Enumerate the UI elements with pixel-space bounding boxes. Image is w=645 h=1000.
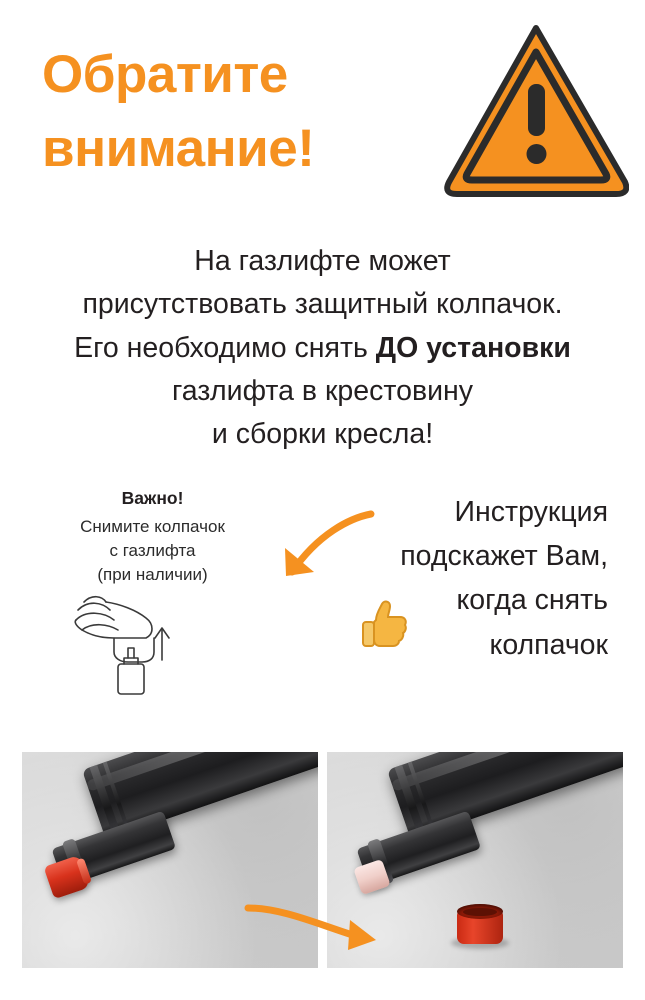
removed-red-cap (457, 904, 503, 944)
instruction-line-2: подскажет Вам, (400, 540, 608, 573)
lead-paragraph (0, 240, 645, 457)
arrow-right-icon (244, 902, 394, 954)
instruction-line-1: Инструкция (454, 496, 608, 528)
important-note-title: Важно! (121, 488, 184, 508)
hand-removing-cap-from-gas-lift-icon (62, 590, 212, 698)
lead-line-5: и сборки кресла! (211, 418, 434, 451)
lead-line-1: На газлифте может (194, 245, 451, 277)
lead-line-3 (0, 327, 645, 370)
lead-line-4: газлифта в крестовину (171, 374, 474, 407)
page-title-line-1: Обратите (42, 45, 288, 104)
important-note-line-1: Снимите колпачок (80, 517, 225, 536)
photo-comparison-strip (22, 752, 623, 968)
thumbs-up-icon (358, 598, 410, 659)
page-title-line-2: внимание! (42, 119, 315, 179)
warning-triangle-exclamation-icon (444, 22, 629, 200)
instruction-line-4: колпачок (489, 628, 608, 661)
important-note (45, 488, 260, 587)
important-note-line-3: (при наличии) (97, 565, 208, 585)
important-note-line-2: с газлифта (109, 541, 196, 561)
lead-line-3-a: Его необходимо снять (74, 331, 376, 364)
lead-line-3-emphasis: ДО установки (375, 331, 571, 364)
page-title (42, 38, 442, 186)
cap-opening (457, 904, 503, 919)
instruction-line-3: когда снять (456, 584, 608, 617)
lead-line-2: присутствовать защитный колпачок. (82, 288, 563, 321)
header (0, 0, 645, 215)
middle-section (0, 470, 645, 730)
